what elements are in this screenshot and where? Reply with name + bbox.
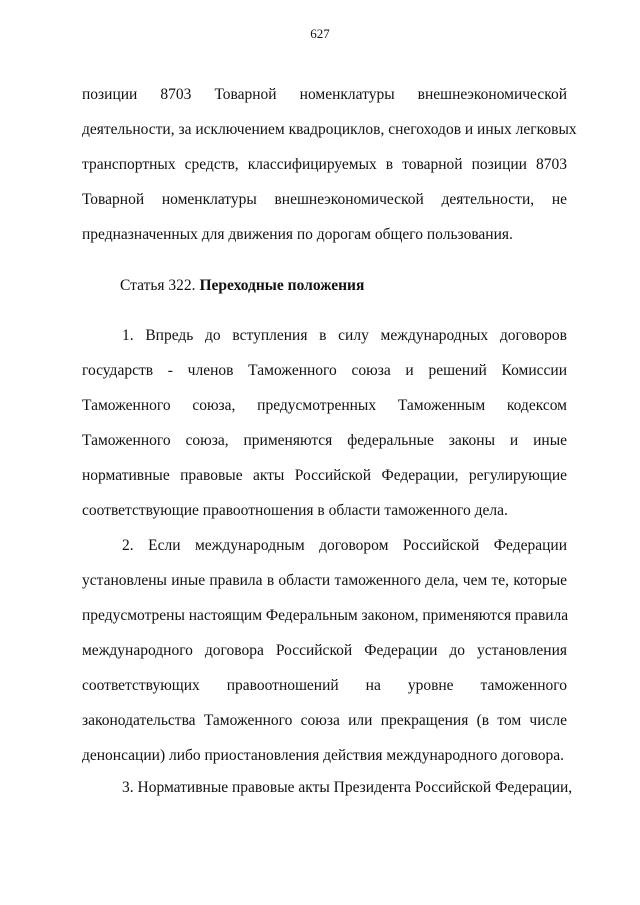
text-line: транспортных средств, классифицируемых в товарной позиции 8703 <box>82 156 567 173</box>
text-line: деятельности, за исключением квадроциклов, снегоходов и иных легковых <box>82 121 577 138</box>
text-line: Товарной номенклатуры внешнеэкономической деятельности, не <box>82 191 567 208</box>
paragraph-3 <box>82 770 573 805</box>
text-line: государств - членов Таможенного союза и решений Комиссии <box>82 362 567 379</box>
text-line: предусмотрены настоящим Федеральным законом, применяются правила <box>82 607 569 624</box>
paragraph-2 <box>82 528 567 773</box>
paragraph-continuation <box>82 77 577 252</box>
text-line: законодательства Таможенного союза или прекращения (в том числе <box>82 712 567 729</box>
text-line: 2. Если международным договором Российской Федерации <box>122 537 567 554</box>
text-line: Таможенного союза, применяются федеральные законы и иные <box>82 432 567 449</box>
text-line: установлены иные правила в области таможенного дела, чем те, которые <box>82 572 567 589</box>
text-line: позиции 8703 Товарной номенклатуры внешнеэкономической <box>82 86 567 103</box>
text-line: нормативные правовые акты Российской Федерации, регулирующие <box>82 467 567 484</box>
text-line: соответствующие правоотношения в области таможенного дела. <box>82 502 508 519</box>
article-label: Статья 322. <box>120 277 196 294</box>
text-line: 1. Впредь до вступления в силу международных договоров <box>122 327 567 344</box>
text-line: международного договора Российской Федерации до установления <box>82 642 567 659</box>
article-heading <box>120 268 364 303</box>
text-line: предназначенных для движения по дорогам общего пользования. <box>82 226 513 243</box>
paragraph-1 <box>82 318 567 528</box>
text-line: Таможенного союза, предусмотренных Таможенным кодексом <box>82 397 567 414</box>
page-number: 627 <box>310 26 330 41</box>
article-title: Переходные положения <box>199 277 365 294</box>
text-line: соответствующих правоотношений на уровне таможенного <box>82 677 567 694</box>
text-line: денонсации) либо приостановления действия международного договора. <box>82 747 565 764</box>
text-line: 3. Нормативные правовые акты Президента Российской Федерации, <box>122 779 573 796</box>
